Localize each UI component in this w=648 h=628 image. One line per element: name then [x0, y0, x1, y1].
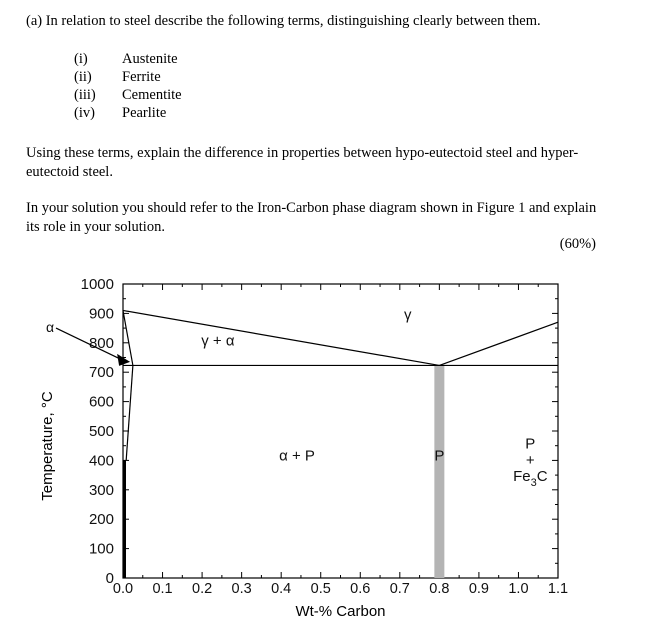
x-tick-label: 0.6	[350, 581, 371, 597]
x-tick-label: 0.1	[152, 581, 173, 597]
term-item	[0, 51, 300, 70]
term-number: (iii)	[74, 87, 96, 103]
x-tick-label: 1.1	[547, 581, 569, 597]
alpha-pearlite-label: α + P	[279, 447, 315, 465]
question-refer: In your solution you should refer to the Iron-Carbon phase diagram shown in Figure 1 and explain its role in your solution.	[26, 200, 597, 235]
question-explain: Using these terms, explain the difference in properties between hypo-eutectoid steel and hyper-eutectoid steel.	[26, 145, 579, 180]
x-tick-label: 0.7	[389, 581, 410, 597]
gamma-label: γ	[403, 306, 412, 324]
hyper-pearlite-label: P	[525, 435, 536, 453]
x-tick-label: 1.0	[508, 581, 529, 597]
term-item	[0, 105, 300, 124]
term-number: (ii)	[74, 69, 92, 85]
term-label: Pearlite	[122, 105, 167, 121]
term-item	[0, 69, 300, 88]
alpha-arrow-head	[117, 354, 130, 366]
x-tick-label: 0.4	[271, 581, 292, 597]
y-axis-label: Temperature, °C	[39, 391, 56, 501]
acm-boundary-line	[439, 322, 558, 365]
pearlite-band	[434, 365, 444, 578]
ferrite-solvus-lower	[126, 365, 133, 460]
iron-carbon-phase-diagram	[0, 262, 648, 628]
x-axis-label: Wt-% Carbon	[295, 603, 386, 620]
y-tick-label: 700	[88, 364, 114, 382]
x-tick-label: 0.3	[231, 581, 252, 597]
x-tick-label: 0.9	[468, 581, 489, 597]
y-tick-label: 600	[88, 393, 114, 411]
x-tick-label: 0.2	[192, 581, 213, 597]
y-tick-label: 0	[105, 570, 114, 587]
y-tick-label: 100	[88, 540, 114, 558]
x-tick-label: 0.5	[310, 581, 331, 597]
pearlite-label: P	[434, 447, 445, 465]
cementite-label	[513, 468, 548, 489]
x-tick-label: 0.0	[112, 581, 134, 597]
cementite-c: C	[536, 467, 548, 485]
composition-bands	[123, 365, 444, 578]
y-tick-label: 300	[88, 481, 114, 499]
y-tick-label: 800	[88, 334, 114, 352]
y-tick-label: 500	[88, 423, 114, 440]
marks-label: (60%)	[559, 236, 596, 252]
question-intro: (a) In relation to steel describe the following terms, distinguishing clearly between them.	[26, 13, 541, 29]
plot-frame	[123, 284, 558, 578]
axis-ticks	[123, 284, 558, 578]
y-tick-label: 900	[88, 305, 114, 323]
alpha-arrow-label: α	[45, 319, 55, 336]
hyper-plus-label: +	[525, 451, 535, 469]
cementite-fe: Fe	[513, 467, 531, 485]
term-label: Ferrite	[122, 69, 161, 85]
term-number: (i)	[74, 51, 88, 67]
term-label: Cementite	[122, 87, 182, 103]
ferrite-strip	[123, 460, 126, 578]
y-tick-label: 1000	[80, 276, 114, 293]
phase-boundaries	[123, 310, 558, 460]
x-tick-label: 0.8	[429, 581, 450, 597]
a3-boundary-line	[123, 310, 439, 365]
gamma-alpha-label: γ + α	[201, 332, 235, 350]
y-tick-label: 200	[88, 511, 114, 529]
cementite-subscript: 3	[530, 476, 537, 489]
term-item	[0, 87, 300, 106]
term-label: Austenite	[122, 51, 178, 67]
axis-tick-labels	[81, 276, 568, 597]
y-tick-label: 400	[88, 452, 114, 470]
term-number: (iv)	[74, 105, 95, 121]
plot-border	[123, 284, 558, 578]
